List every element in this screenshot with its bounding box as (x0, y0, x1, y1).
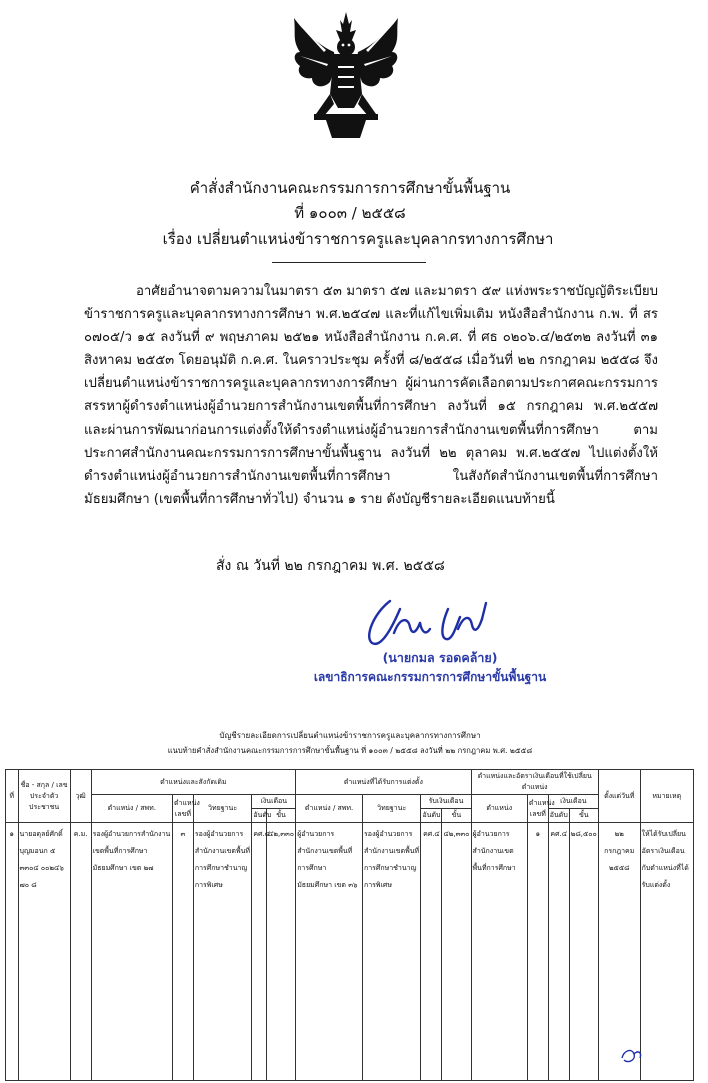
order-number: ที่ ๑๐๐๓ / ๒๕๕๘ (294, 204, 406, 222)
header-rate-position: ตำแหน่ง (471, 795, 527, 823)
header-new-scale: อันดับ (421, 809, 442, 823)
header-effective: ตั้งแต่วันที่ (598, 770, 640, 823)
garuda-emblem-icon (286, 10, 406, 140)
order-date: สั่ง ณ วันที่ ๒๒ กรกฎาคม พ.ศ. ๒๕๕๘ (216, 558, 445, 574)
cell-new-academic: รองผู้อำนวยการสำนักงานเขตพื้นที่การศึกษาชำนาญการพิเศษ (363, 823, 421, 1081)
signer-name: (นายกมล รอดคล้าย) (382, 650, 498, 665)
attachment-title: บัญชีรายละเอียดการเปลี่ยนตำแหน่งข้าราชการครูและบุคลากรทางการศึกษา (219, 731, 481, 740)
order-subject: เรื่อง เปลี่ยนตำแหน่งข้าราชการครูและบุคลากรทางการศึกษา (162, 230, 554, 248)
person-id: ๕ ๓๓๐๔ ๐๐๒๔๖ ๗๐ ๘ (19, 847, 64, 889)
cell-new-salary: ๔๒,๓๓๐ (442, 823, 471, 1081)
cell-rate-pos-no: ๑ (527, 823, 548, 1081)
header-group-old: ตำแหน่งและสังกัดเดิม (91, 770, 296, 795)
cell-rate-scale: คศ.๔ (548, 823, 569, 1081)
header-new-academic: วิทยฐานะ (363, 795, 421, 823)
header-new-salary: รับเงินเดือน (421, 795, 471, 809)
attachment-subtitle: แนบท้ายคำสั่งสำนักงานคณะกรรมการการศึกษาขั้นพื้นฐาน ที่ ๑๐๐๓ / ๒๕๕๘ ลงวันที่ ๒๒ กรกฎาคม พ.ศ. ๒๕๕๘ (167, 746, 533, 755)
cell-name (18, 823, 70, 1081)
signer-title: เลขาธิการคณะกรรมการการศึกษาขั้นพื้นฐาน (313, 670, 547, 684)
header-remark: หมายเหตุ (640, 770, 693, 823)
header-degree: วุฒิ (70, 770, 91, 823)
cell-new-position: ผู้อำนวยการสำนักงานเขตพื้นที่การศึกษามัธยมศึกษา เขต ๓๖ (296, 823, 363, 1081)
cell-old-pos-no: ๓ (173, 823, 194, 1081)
header-rate-pos-no: ตำแหน่งเลขที่ (527, 795, 548, 823)
cell-rate-position: ผู้อำนวยการสำนักงานเขตพื้นที่การศึกษา (471, 823, 527, 1081)
header-new-position: ตำแหน่ง / สพท. (296, 795, 363, 823)
header-old-position: ตำแหน่ง / สพท. (91, 795, 172, 823)
cell-remark: ให้ได้รับเปลี่ยนอัตราเงินเดือนกับตำแหน่งที่ได้รับแต่งตั้ง (640, 823, 693, 1081)
table-row (6, 823, 694, 1081)
cell-old-salary: ๔๒,๓๓๐ (266, 823, 295, 1081)
header-old-pos-no: ตำแหน่งเลขที่ (173, 795, 194, 823)
header-name: ชื่อ - สกุล / เลขประจำตัวประชาชน (18, 770, 70, 823)
header-rate-step: ขั้น (569, 809, 598, 823)
cell-no: ๑ (6, 823, 19, 1081)
cell-old-position: รองผู้อำนวยการสำนักงานเขตพื้นที่การศึกษามัธยมศึกษา เขต ๒๗ (91, 823, 172, 1081)
header-old-step: ขั้น (266, 809, 295, 823)
cell-rate-salary: ๒๘,๕๐๐ (569, 823, 598, 1081)
cell-degree: ค.ม. (70, 823, 91, 1081)
person-name: นายอดุลย์ศักดิ์ บุญมอนก (19, 830, 63, 855)
cell-effective-date: ๒๒ กรกฎาคม ๒๕๕๘ (598, 823, 640, 1081)
initials-icon (618, 1044, 646, 1066)
header-rate-scale: อันดับ (548, 809, 569, 823)
header-group-new: ตำแหน่งที่ได้รับการแต่งตั้ง (296, 770, 471, 795)
header-old-salary: เงินเดือน (252, 795, 296, 809)
cell-old-scale: คศ.๔ (252, 823, 267, 1081)
signature-icon (360, 593, 500, 649)
header-group-rate: ตำแหน่งและอัตราเงินเดือนที่ใช้เปลี่ยนตำแหน่ง (471, 770, 598, 795)
cell-old-academic: รองผู้อำนวยการสำนักงานเขตพื้นที่การศึกษาชำนาญการพิเศษ (193, 823, 251, 1081)
order-title: คำสั่งสำนักงานคณะกรรมการการศึกษาขั้นพื้นฐาน (189, 179, 511, 197)
header-old-scale: อันดับ (252, 809, 267, 823)
divider (272, 262, 426, 263)
cell-new-scale: คศ.๔ (421, 823, 442, 1081)
header-rate-salary: เงินเดือน (548, 795, 598, 809)
body-paragraph: อาศัยอำนาจตามความในมาตรา ๕๓ มาตรา ๕๗ และมาตรา ๕๙ แห่งพระราชบัญญัติระเบียบข้าราชการครูและบุคลากรทางการศึกษา พ.ศ.๒๕๔๗ และที่แก้ไขเพิ่มเติม หนังสือสำนักงาน ก.พ. ที่ สร ๐๗๐๕/ว ๑๕ ลงวันที่ ๙ พฤษภาคม ๒๕๒๑ หนังสือสำนักงาน ก.ค.ศ. ที่ ศธ ๐๒๐๖.๔/๒๕๓๒ ลงวันที่ ๓๑ สิงหาคม ๒๕๕๓ โดยอนุมัติ ก.ค.ศ. ในคราวประชุม ครั้งที่ ๘/๒๕๕๘ เมื่อวันที่ ๒๒ กรกฎาคม ๒๕๕๘ จึงเปลี่ยนตำแหน่งข้าราชการครูและบุคลากรทางการศึกษา ผู้ผ่านการคัดเลือกตามประกาศคณะกรรมการสรรหาผู้ดำรงตำแหน่งผู้อำนวยการสำนักงานเขตพื้นที่การศึกษา ลงวันที่ ๑๕ กรกฎาคม พ.ศ.๒๕๕๗ และผ่านการพัฒนาก่อนการแต่งตั้งให้ดำรงตำแหน่งผู้อำนวยการสำนักงานเขตพื้นที่การศึกษา ตามประกาศสำนักงานคณะกรรมการการศึกษาขั้นพื้นฐาน ลงวันที่ ๒๒ ตุลาคม พ.ศ.๒๕๕๗ ไปแต่งตั้งให้ดำรงตำแหน่งผู้อำนวยการสำนักงานเขตพื้นที่การศึกษา ในสังกัดสำนักงานเขตพื้นที่การศึกษามัธยมศึกษา (เขตพื้นที่การศึกษาทั่วไป) จำนวน ๑ ราย ดังบัญชีรายละเอียดแนบท้ายนี้ (84, 284, 658, 507)
header-old-academic: วิทยฐานะ (193, 795, 251, 823)
header-new-step: ขั้น (442, 809, 471, 823)
header-no: ที่ (6, 770, 19, 823)
appointment-table (5, 769, 694, 1081)
